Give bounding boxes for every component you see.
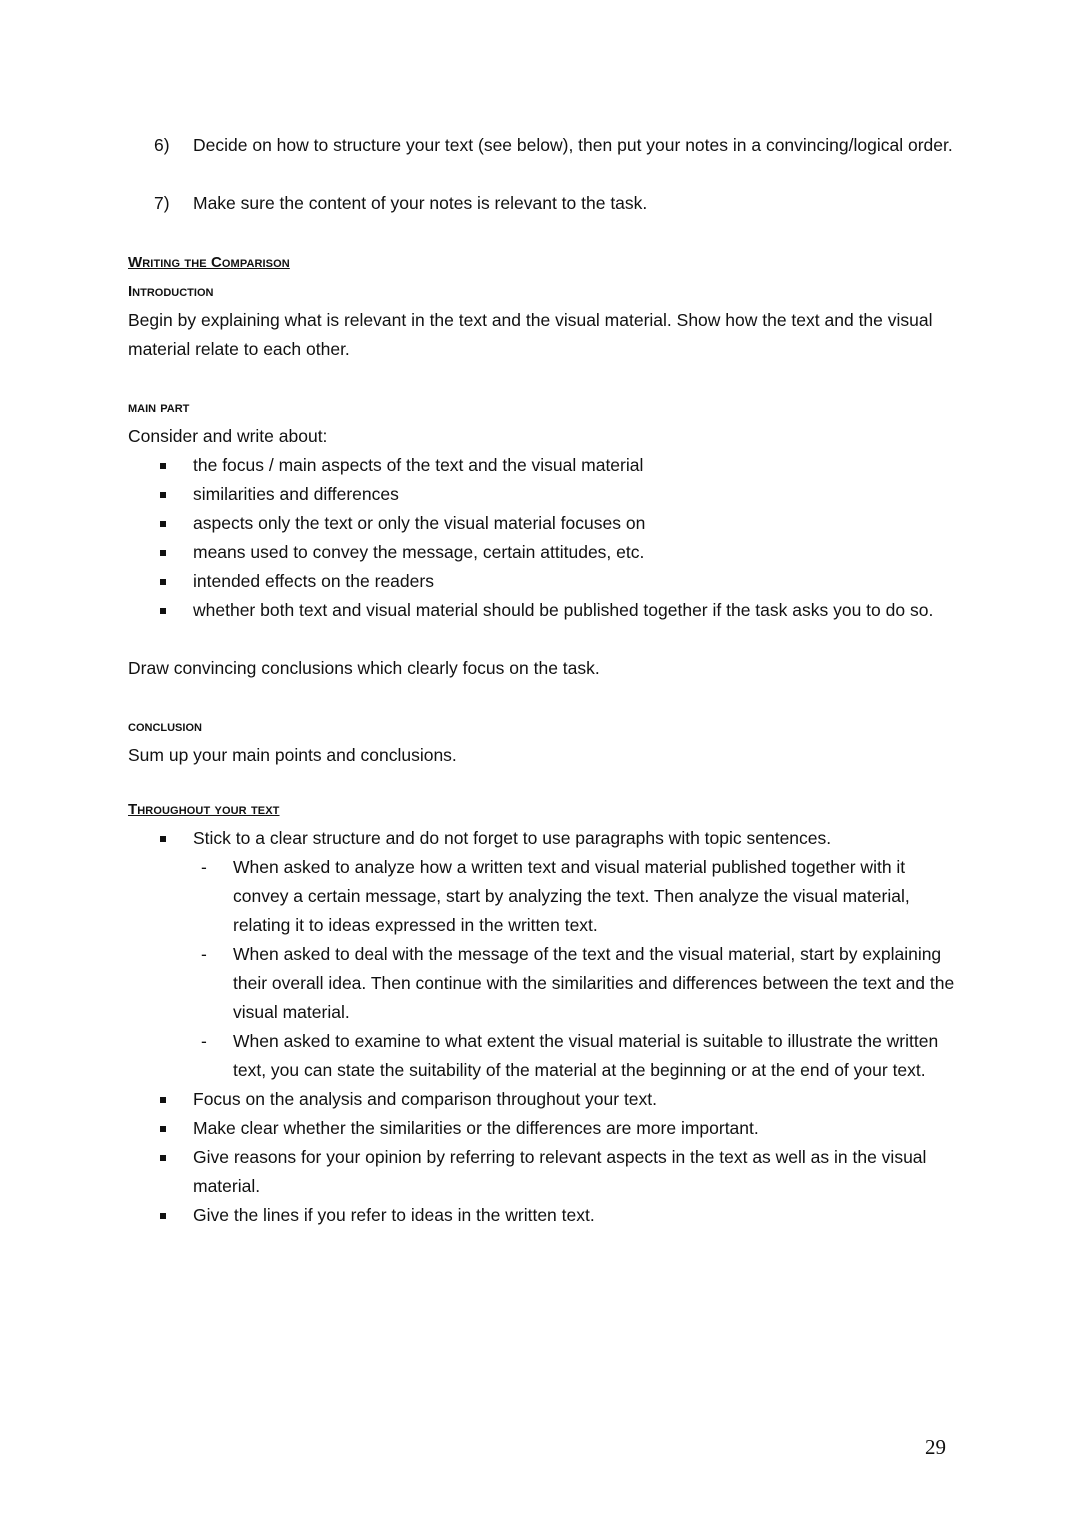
dash-bullet-icon: - [201,857,207,877]
main-part-lead: Consider and write about: [128,426,328,446]
introduction-text: Begin by explaining what is relevant in the text and the visual material. Show how the text and the visual material relate to each other. [128,310,933,359]
main-part-closing: Draw convincing conclusions which clearly focus on the task. [128,658,600,678]
step-text: Make sure the content of your notes is relevant to the task. [193,193,648,213]
conclusion-heading: conclusion [128,718,202,735]
square-bullet-icon [160,836,166,842]
list-item [128,596,958,625]
list-item [128,1085,958,1114]
throughout-heading: Throughout your text [128,801,280,818]
list-item [128,824,958,1085]
main-part-list [128,451,958,625]
sub-list-item [193,940,958,1027]
sub-list-item-text: When asked to deal with the message of the text and the visual material, start by explaining their overall idea. Then continue with the similarities and differences between the text and the visual material. [233,944,955,1022]
list-item-text: means used to convey the message, certain attitudes, etc. [193,542,645,562]
list-item-text: intended effects on the readers [193,571,434,591]
list-item-text: Give reasons for your opinion by referring to relevant aspects in the text as well as in the visual material. [193,1147,927,1196]
main-part-heading: main part [128,399,190,416]
square-bullet-icon [160,492,166,498]
dash-bullet-icon: - [201,1031,207,1051]
list-item [128,1201,958,1230]
list-item [128,480,958,509]
numbered-step [128,189,958,218]
dash-bullet-icon: - [201,944,207,964]
square-bullet-icon [160,521,166,527]
step-number: 6) [154,135,170,155]
square-bullet-icon [160,1213,166,1219]
throughout-list [128,824,958,1230]
sub-list [193,853,958,1085]
list-item-text: similarities and differences [193,484,399,504]
list-item-text: Give the lines if you refer to ideas in the written text. [193,1205,595,1225]
introduction-heading: Introduction [128,283,214,300]
sub-list-item-text: When asked to analyze how a written text and visual material published together with it convey a certain message, start by analyzing the text. Then analyze the visual material, relating it to ideas expressed in the written text. [233,857,910,935]
list-item-text: the focus / main aspects of the text and the visual material [193,455,644,475]
step-number: 7) [154,193,170,213]
list-item-text: Focus on the analysis and comparison throughout your text. [193,1089,658,1109]
list-item [128,509,958,538]
list-item [128,451,958,480]
sub-list-item-text: When asked to examine to what extent the visual material is suitable to illustrate the written text, you can state the suitability of the material at the beginning or at the end of your text. [233,1031,939,1080]
sub-list-item [193,1027,958,1085]
sub-list-item [193,853,958,940]
square-bullet-icon [160,550,166,556]
conclusion-text: Sum up your main points and conclusions. [128,745,457,765]
list-item [128,567,958,596]
square-bullet-icon [160,1126,166,1132]
list-item-text: whether both text and visual material should be published together if the task asks you to do so. [193,600,934,620]
square-bullet-icon [160,608,166,614]
numbered-step [128,131,958,160]
step-text: Decide on how to structure your text (see below), then put your notes in a convincing/logical order. [193,135,953,155]
page-number: 29 [925,1435,946,1459]
square-bullet-icon [160,1155,166,1161]
list-item-text: Stick to a clear structure and do not forget to use paragraphs with topic sentences. [193,828,832,848]
square-bullet-icon [160,1097,166,1103]
list-item [128,1143,958,1201]
list-item [128,1114,958,1143]
section-heading-writing: Writing the Comparison [128,254,290,271]
list-item [128,538,958,567]
square-bullet-icon [160,463,166,469]
list-item-text: Make clear whether the similarities or the differences are more important. [193,1118,759,1138]
list-item-text: aspects only the text or only the visual material focuses on [193,513,646,533]
square-bullet-icon [160,579,166,585]
